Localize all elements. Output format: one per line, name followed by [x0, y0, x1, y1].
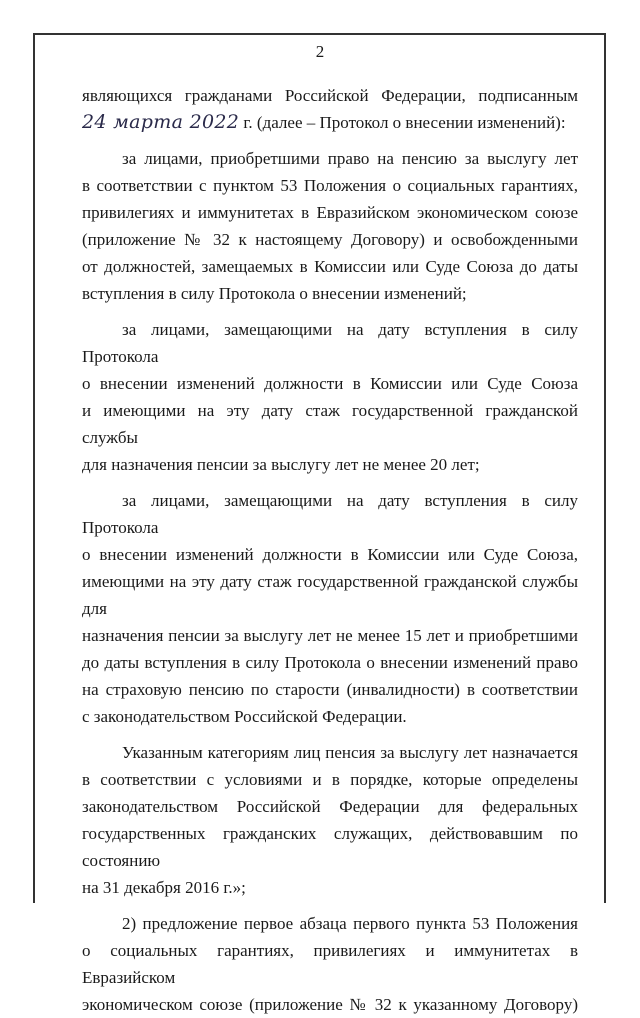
text-line: имеющими на эту дату стаж государственной гражданской службы для [82, 572, 578, 618]
paragraph-1 [82, 145, 578, 307]
text-line: привилегиях и иммунитетах в Евразийском экономическом союзе [82, 203, 578, 222]
text-line: законодательством Российской Федерации для федеральных [82, 797, 578, 816]
text-line: до даты вступления в силу Протокола о внесении изменений право [82, 653, 578, 672]
text-line: государственных гражданских служащих, действовавшим по состоянию [82, 824, 578, 870]
text-line: о внесении изменений должности в Комиссии или Суде Союза [82, 374, 578, 393]
text-line: за лицами, приобретшими право на пенсию за выслугу лет [122, 149, 578, 168]
text-line: являющихся гражданами Российской Федерации, подписанным [82, 86, 578, 105]
text-line: для назначения пенсии за выслугу лет не менее 20 лет; [82, 455, 480, 474]
paragraph-3 [82, 487, 578, 730]
text-line: 2) предложение первое абзаца первого пункта 53 Положения [122, 914, 578, 933]
text-line: в соответствии с условиями и в порядке, которые определены [82, 770, 578, 789]
text-line: на 31 декабря 2016 г.»; [82, 878, 246, 897]
intro-paragraph [82, 82, 578, 136]
text-line: за лицами, замещающими на дату вступления в силу Протокола [82, 320, 578, 366]
paragraph-4 [82, 739, 578, 901]
handwritten-date-month: марта [113, 111, 184, 133]
paragraph-5 [82, 910, 578, 1018]
text-line: Указанным категориям лиц пенсия за выслугу лет назначается [122, 743, 578, 762]
text-line-rest: г. (далее – Протокол о внесении изменений): [239, 113, 566, 132]
text-line: вступления в силу Протокола о внесении изменений; [82, 284, 467, 303]
document-body [82, 82, 578, 1018]
text-line: и имеющими на эту дату стаж государственной гражданской службы [82, 401, 578, 447]
text-line: в соответствии с пунктом 53 Положения о социальных гарантиях, [82, 176, 578, 195]
text-line: о внесении изменений должности в Комиссии или Суде Союза, [82, 545, 578, 564]
text-line: (приложение № 32 к настоящему Договору) и освобожденными [82, 230, 578, 249]
text-line: о социальных гарантиях, привилегиях и иммунитетах в Евразийском [82, 941, 578, 987]
text-line: за лицами, замещающими на дату вступления в силу Протокола [82, 491, 578, 537]
text-line [82, 109, 578, 136]
text-line: с законодательством Российской Федерации. [82, 707, 407, 726]
paragraph-2 [82, 316, 578, 478]
handwritten-date [82, 111, 239, 133]
page-number: 2 [315, 42, 325, 61]
text-line: на страховую пенсию по старости (инвалидности) в соответствии [82, 680, 578, 699]
handwritten-date-day: 24 [82, 111, 107, 133]
handwritten-date-year: 2022 [189, 111, 240, 133]
text-line: экономическом союзе (приложение № 32 к указанному Договору) [82, 995, 578, 1014]
text-line: от должностей, замещаемых в Комиссии или Суде Союза до даты [82, 257, 578, 276]
text-line: назначения пенсии за выслугу лет не менее 15 лет и приобретшими [82, 626, 578, 645]
